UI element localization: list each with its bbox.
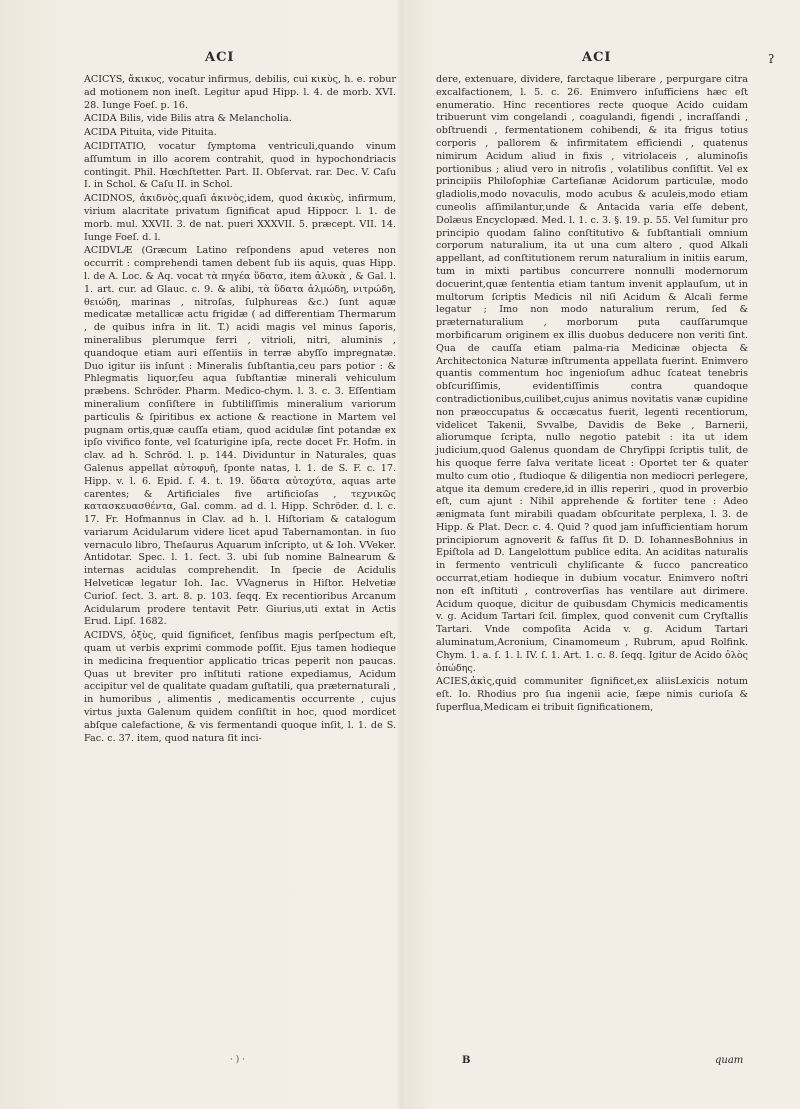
running-head-left: ACI <box>205 50 235 65</box>
right-column <box>436 74 748 716</box>
entry-acicys: ACICYS, ἄκικυς, vocatur infirmus, debilis, cui κικὺς, h. e. robur ad motionem non ineſt. Legitur apud Hipp. l. 4. de morb. XVI. 28. Iunge Foeſ. p. 16. <box>84 74 396 111</box>
signature-letter: B <box>462 1055 471 1066</box>
entry-acies: ACIES,ἀκὶς,quid communiter ſignificet,ex aliisLexicis notum eſt. Io. Rhodius pro ſua ingenii acie, ſæpe nimis curioſa & ſuperflua,Medicam ei tribuit ſignificationem, <box>436 676 748 714</box>
entry-acidnos: ACIDNOS, ἀκιδνὸς,quaſi ἀκινὸς,idem, quod ἀκικὺς, infirmum, virium alacritate privatum ſignificat apud Hippocr. l. 1. de morb. mul. XXVII. 3. de nat. pueri XXXVII. 5. præcept. VII. 14. Iunge Foeſ. d. l. <box>84 193 396 243</box>
entry-acidus: ACIDVS, ὀξὺς, quid ſignificet, ſenſibus magis perſpectum eſt, quam ut verbis exprimi commode poſſit. Ejus tamen hodieque in medicina frequentior applicatio tricas peperit non paucas. Quas ut breviter pro inſtituti ratione expediamus, Acidum accipitur vel de qualitate quadam guſtatili, qua præternaturali , in humoribus , alimentis , medicamentis occurrente , cujus virtus juxta Galenum quidem conſiſtit in hoc, quod mordicet abſque calefactione, & vis fermentandi quoque inſit, l. 1. de S. Fac. c. 37. item, quod natura ſit inci- <box>84 630 396 744</box>
entry-acida-bilis: ACIDA Bilis, vide Bilis atra & Melancholia. <box>84 113 292 125</box>
left-column <box>84 74 396 746</box>
page-mark: ʔ <box>768 52 775 66</box>
catchword: quam <box>715 1055 744 1066</box>
running-head-right: ACI <box>582 50 612 65</box>
entry-acidus-continued: dere, extenuare, dividere, farctaque liberare , perpurgare citra excalfactionem, l. 5. c. 26. Enimvero inſufficiens hæc eſt enumeratio. Hinc recentiores recte quoque Acido cuidam tribuerunt vim congelandi , coagulandi, figendi , incraſſandi , obſtruendi , fermentationem cohibendi, & ita frigus totius corporis , pallorem & infirmitatem efficiendi , quatenus nimirum Acidum aliud in fixis , vitriolaceis , aluminoſis portionibus ; aliud vero in nitroſis , volatilibus conſiſtit. Vel ex principiis Philoſophiæ Carteſianæ Acidorum particulæ, modo gladiolis,modo novaculis, modo acubus & aculeis,modo etiam cuneolis aſſimilantur,unde & Antacida varia eſſe debent, Dolæus Encyclopæd. Med. l. 1. c. 3. §. 19. p. 55. Vel ſumitur pro principio quodam ſalino conſtitutivo & ſubſtantiali omnium corporum naturalium, ita ut una cum altero , quod Alkali appellant, ad conſtitutionem rerum naturalium in initiis earum, tum in mixti partibus concurrere nonnulli modernorum docuerint,quæ ſententia etiam tantum invenit applauſum, ut in multorum ſcriptis Medicis nil niſi Acidum & Alcali ferme legatur ; Imo non modo naturalium rerum, ſed & præternaturalium , morborum puta cauſſarumque morbificarum originem ex illis duobus deducere non veriti ſint. Qua de cauſſa etiam palma-ria Medicinæ objecta & Architectonica Naturæ inſtrumenta appellata fuerint. Enimvero quantis commentum hoc ingenioſum adhuc ſcateat tenebris obſcuriſſimis, evidentiſſimis contra quandoque contradictionibus,cuilibet,cujus animus novitatis vanæ cupidine non præoccupatus & occæcatus fuerit, legenti recentiorum, videlicet Takenii, Svvalbe, Davidis de Beke , Barnerii, aliorumque ſcripta, nullo negotio patebit : ita ut idem judicium,quod Galenus quondam de Chryſippi ſcriptis tulit, de his quoque ferre ſalva veritate liceat : Oportet ter & quater multo cum otio , ſtudioque & diligentia non mediocri perlegere, atque ita demum credere,id in illis reperiri , quod in proverbio eſt, cum ajunt : Nihil apprehende & fortiter tene : Adeo ænigmata ſunt mirabili quadam obſcuritate perplexa, l. 3. de Hipp. & Plat. Decr. c. 4. Quid ? quod jam inſufficientiam horum principiorum agnoverit & faſſus ſit D. D. IohannesBohnius in Epiſtola ad D. Langelottum publice edita. An aciditas naturalis in fermento ventriculi chyliſicante & ſucco pancreatico occurrat,etiam hodieque in dubium vocatur. Enimvero noſtri non eſt inſtituti , controverſias has ventilare aut dirimere. Acidum quoque, dicitur de quibusdam Chymicis medicamentis v. g. Acidum Tartari ſcil. ſimplex, quod convenit cum Cryſtallis Tartari. Vnde compoſita Acida v. g. Acidum Tartari aluminatum,Acronium, Cinamomeum , Rubrum, apud Rolfink. Chym. 1. a. ſ. 1. l. IV. ſ. 1. Art. 1. c. 8. ſeqq. Igitur de Acido ὀλὸς ὀπώδης. <box>436 74 748 674</box>
page-gutter <box>396 0 406 1109</box>
footer-marks: · ) · <box>230 1055 245 1065</box>
entry-acida-pituita: ACIDA Pituita, vide Pituita. <box>84 127 217 139</box>
entry-aciditatio: ACIDITATIO, vocatur ſymptoma ventriculi,quando vinum aſſumtum in illo acorem contrahit, quod in hypochondriacis contingit. Phil. Hœchſtetter. Part. II. Obſervat. rar. Dec. V. Caſu I. in Schol. & Caſu II. in Schol. <box>84 140 396 191</box>
entry-acidulae: ACIDVLÆ (Græcum Latino reſpondens apud veteres non occurrit : comprehendi tamen debent ſub iis aquis, quas Hipp. l. de A. Loc. & Aq. vocat τὰ πηγέα ὕδατα, item ἀλυκὰ , & Gal. l. 1. art. cur. ad Glauc. c. 9. & alibi, τὰ ὕδατα ἁλμώδη, νιτρώδη, θειώδη, marinas , nitroſas, ſulphureas &c.) ſunt aquæ medicatæ metallicæ actu frigidæ ( ad differentiam Thermarum , de quibus infra in lit. T.) acidi magis vel minus ſaporis, mineralibus plerumque ferri , vitrioli, nitri, aluminis , quandoque etiam auri eſſentiis in terræ abyſſo impregnatæ. Duo igitur iis inſunt : Mineralis ſubſtantia,ceu pars potior : & Phlegmatis liquor,ſeu aqua ſubſtantiæ minerali vehiculum præbens. Schröder. Pharm. Medico-chym. l. 3. c. 3. Eſſentiam mineralium conſiſtere in ſubtiliſſimis mineralium variorum particulis & ſpiritibus ex actione & reactione in Martem vel pugnam ortis,quæ cauſſa etiam, quod acidulæ ſint potandæ ex ipſo vivifico fonte, vel ſcaturigine ipſa, recte docet Fr. Hofm. in clav. ad h. Schröd. l. p. 144. Dividuntur in Naturales, quas Galenus appellat αὐτοφυῆ, ſponte natas, l. 1. de S. F. c. 17. Hipp. v. l. 6. Epid. ſ. 4. t. 19. ὕδατα αὐτοχύτα, aquas arte carentes; & Artificiales five artificioſas , τεχνικῶς κατασκευασθέντα, Gal. comm. ad d. l. Hipp. Schröder. d. l. c. 17. Fr. Hofmannus in Clav. ad h. l. Hiſtoriam & catalogum variarum Acidularum videre licet apud Tabernamontan. in ſuo vernaculo libro, Theſaurus Aquarum inſcripto, ut & Ioh. VVeker. Antidotar. Spec. l. 1. ſect. 3. ubi ſub nomine Balnearum & internas acidulas comprehendit. In ſpecie de Acidulis Helveticæ legatur Ioh. Iac. VVagnerus in Hiſtor. Helvetiæ Curioſ. ſect. 3. art. 8. p. 103. ſeqq. Ex recentioribus Arcanum Acidularum prodere tentavit Petr. Giurius,uti extat in Actis Erud. Lipſ. 1682. <box>84 245 396 628</box>
